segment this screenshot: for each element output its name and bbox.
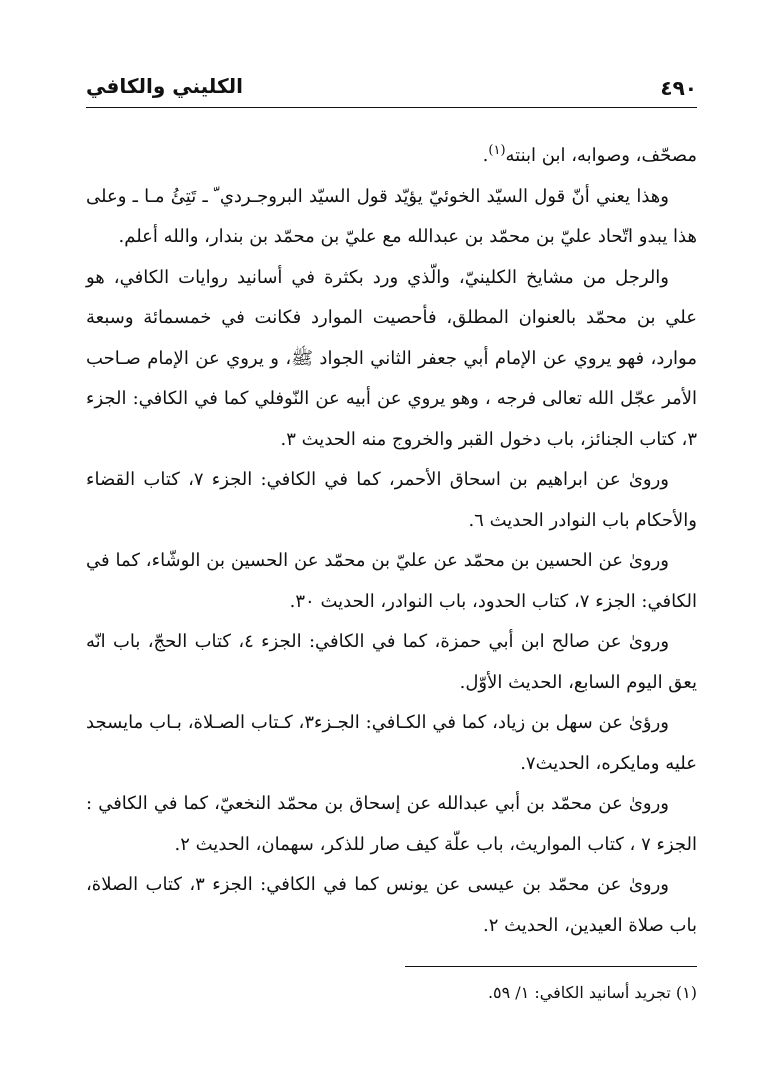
paragraph-4: وروىٰ عن الحسين بن محمّد عن عليّ بن محمّد عن الحسين بن الوشّاء، كما في الكافي: الجزء ٧، كتاب الحدود، باب النوادر، الحديث ٣٠. — [86, 550, 697, 612]
paragraph-8: وروىٰ عن محمّد بن عيسى عن يونس كما في الكافي: الجزء ٣، كتاب الصلاة، باب صلاة العيدين، الحديث ٢. — [86, 874, 697, 936]
footnote-reference: (١) — [488, 143, 506, 158]
header-divider — [86, 107, 697, 108]
paragraph-7: وروىٰ عن محمّد بن أبي عبدالله عن إسحاق بن محمّد النخعيّ، كما في الكافي : الجزء ٧ ، كتاب المواريث، باب علّة كيف صار للذكر، سهمان، الحديث ٢. — [86, 793, 697, 855]
paragraph-2: والرجل من مشايخ الكلينيّ، والّذي ورد بكثرة في أسانيد روايات الكافي، هو علي بن محمّد بالعنوان المطلق، فأحصيت الموارد فكانت في خمسمائة وسبعة موارد، فهو يروي عن الإمام أبي جعفر الثاني الجواد ﷺ، و يروي عن الإمام صـاحب الأمر عجّل الله تعالى فرجه ، وهو يروي عن أبيه عن النّوفلي كما في الكافي: الجزء ٣، كتاب الجنائز، باب دخول القبر والخروج منه الحديث ٣. — [86, 266, 697, 450]
footnote: (١) تجريد أسانيد الكافي: ١/ ٥٩. — [487, 983, 697, 1002]
footnote-divider — [405, 966, 697, 967]
paragraph-0-text: مصحّف، وصوابه، ابن ابنته — [505, 145, 697, 166]
paragraph-6: ورؤىٰ عن سهل بن زياد، كما في الكـافي: الجـزء٣، كـتاب الصـلاة، بـاب مايسجد عليه ومايكره، الحديث٧. — [86, 712, 697, 774]
page-number: ٤٩٠ — [660, 76, 697, 100]
paragraph-1: وهذا يعني أنّ قول السيّد الخوئيّ يؤيّد قول السيّد البروجـردي ّ ـ تَتِئُ مـا ـ وعلى هذا يبدو اتّحاد عليّ بن محمّد بن عبدالله مع عليّ بن محمّد بن بندار، والله أعلم. — [86, 185, 697, 247]
paragraph-0-end: . — [482, 145, 489, 166]
paragraph-5: وروىٰ عن صالح ابن أبي حمزة، كما في الكافي: الجزء ٤، كتاب الحجّ، باب انّه يعق اليوم السابع، الحديث الأوّل. — [86, 631, 697, 693]
paragraph-0 — [86, 136, 697, 177]
running-title: الكليني والكافي — [86, 74, 243, 98]
paragraph-3: وروىٰ عن ابراهيم بن اسحاق الأحمر، كما في الكافي: الجزء ٧، كتاب القضاء والأحكام باب النوادر الحديث ٦. — [86, 469, 697, 531]
page-header — [86, 62, 697, 110]
main-text — [86, 136, 697, 946]
